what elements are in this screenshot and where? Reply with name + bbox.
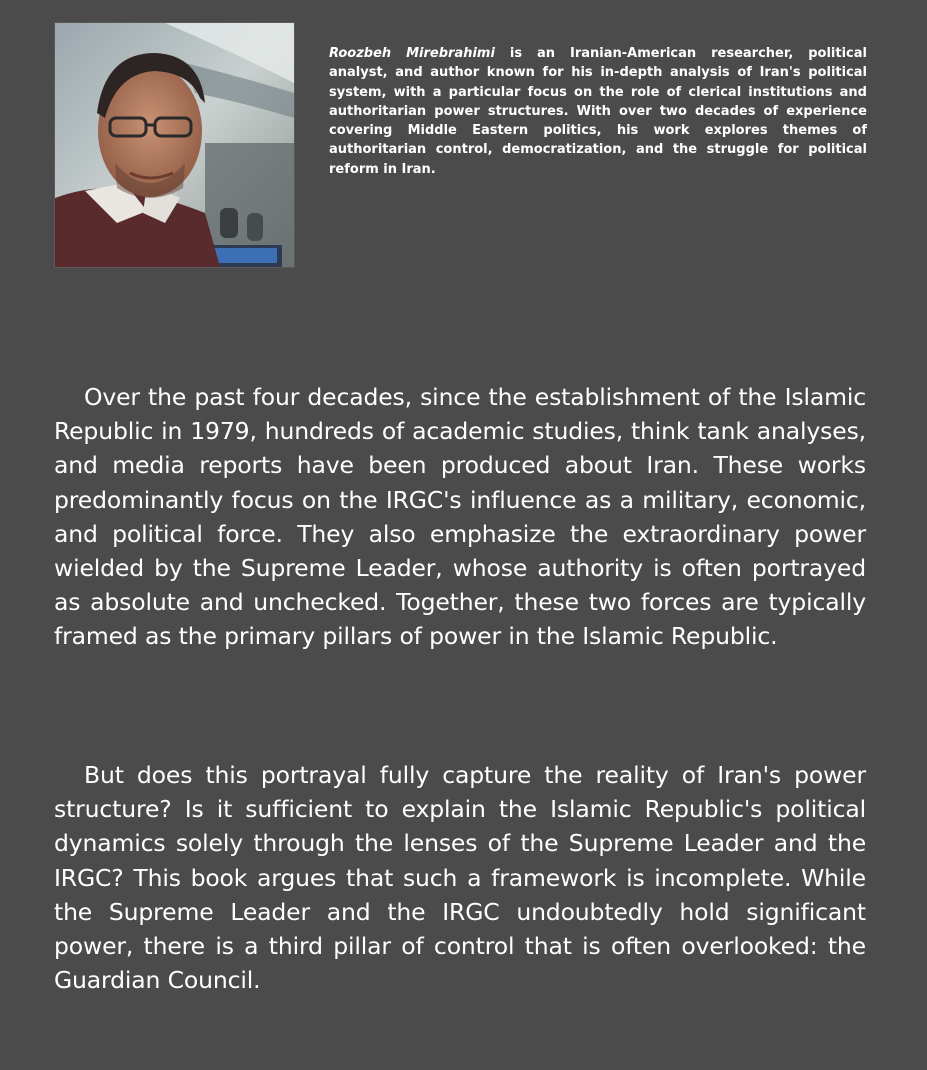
author-portrait-icon [55,23,294,267]
author-bio-text: is an Iranian-American researcher, political analyst, and author known for his in-depth analysis of Iran's political system, with a particular focus on the role of clerical institutions and authoritarian power structures. With over two decades of experience covering Middle Eastern politics, his work explores themes of authoritarian control, democratization, and the struggle for political reform in Iran. [329,46,867,177]
body-paragraph-1: Over the past four decades, since the establishment of the Islamic Republic in 1979, hundreds of academic studies, think tank analyses, and media reports have been produced about Iran. These works predominantly focus on the IRGC's influence as a military, economic, and political force. They also emphasize the extraordinary power wielded by the Supreme Leader, whose authority is often portrayed as absolute and unchecked. Together, these two forces are typically framed as the primary pillars of power in the Islamic Republic. [54,383,866,651]
author-bio [329,44,867,179]
author-photo [54,22,295,268]
author-name: Roozbeh Mirebrahimi [329,46,495,61]
body-paragraph-2: But does this portrayal fully capture the reality of Iran's power structure? Is it sufficient to explain the Islamic Republic's political dynamics solely through the lenses of the Supreme Leader and the IRGC? This book argues that such a framework is incomplete. While the Supreme Leader and the IRGC undoubtedly hold significant power, there is a third pillar of control that is often overlooked: the Guardian Council. [54,761,866,995]
